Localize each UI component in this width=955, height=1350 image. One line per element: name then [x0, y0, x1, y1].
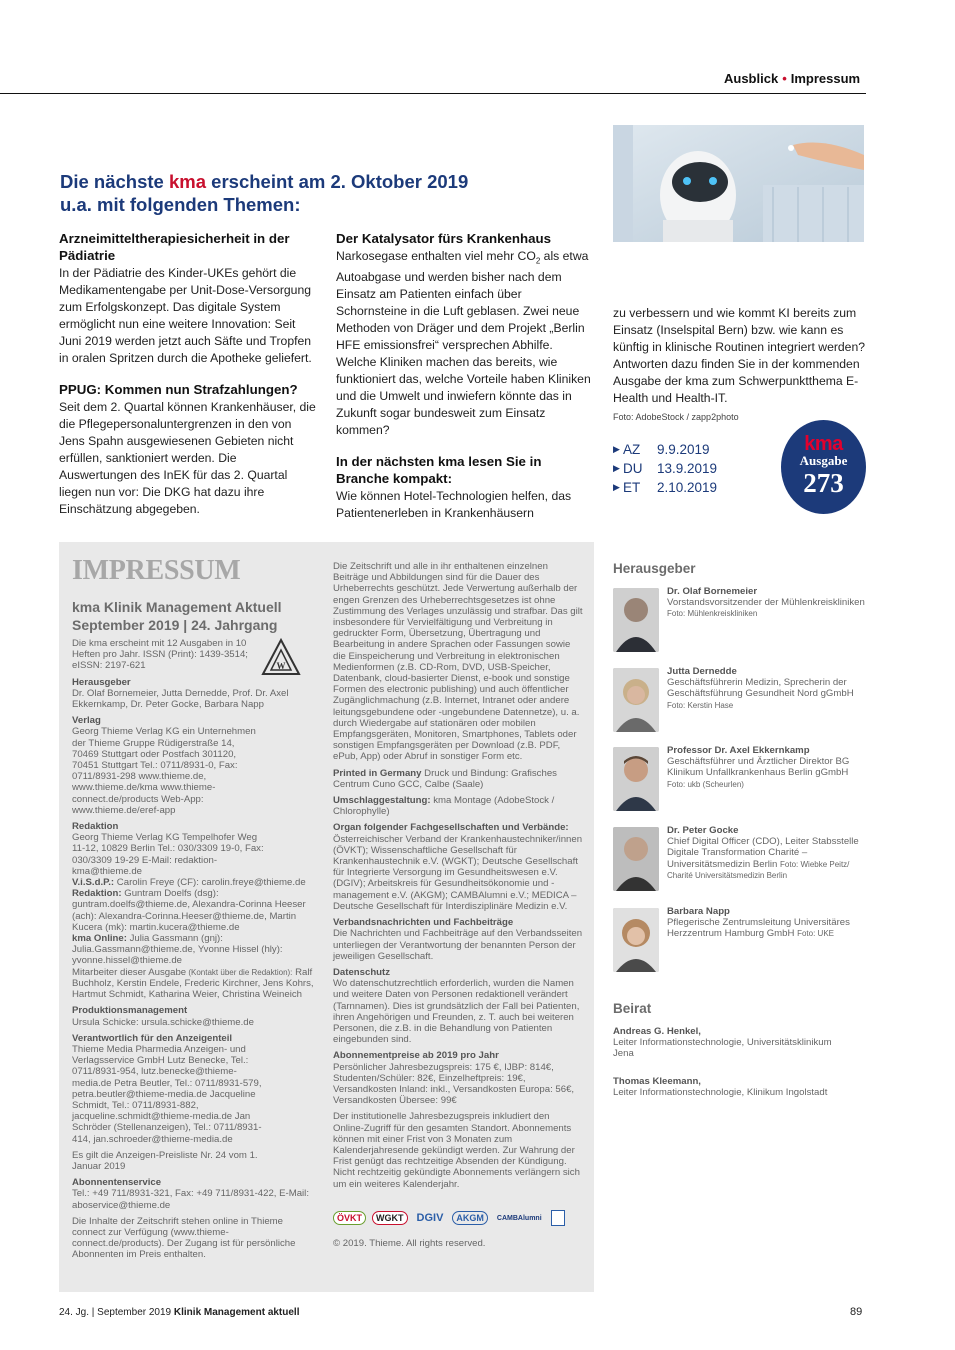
- impressum-heading: Produktionsmanagement: [72, 1005, 188, 1017]
- date-code: ET: [623, 480, 641, 495]
- impressum-subtitle: [72, 598, 322, 634]
- avatar: [613, 588, 659, 652]
- label: Umschlaggestaltung:: [333, 795, 431, 807]
- person-name: Dr. Olaf Bornemeier: [667, 586, 758, 597]
- impressum-text: Tel.: +49 711/8931-321, Fax: +49 711/8931-422, E-Mail: aboservice@thieme.de: [72, 1188, 309, 1211]
- impressum-text: Georg Thieme Verlag KG ein Unternehmen der Thieme Gruppe Rüdigerstraße 14, 70469 Stuttgart oder Postfach 301120, 70451 Stuttgart Tel.: 0711/8931-0, Fax: 0711/8931-298 www.thieme.de, www.thieme.de/kma www.thieme-connect.de/products Web-App: www.thieme.de/eref-app: [72, 726, 256, 816]
- impressum-intro: Die kma erscheint mit 12 Ausgaben in 10 Heften pro Jahr. ISSN (Print): 1439-3514; eISSN: 2197-621: [72, 638, 248, 672]
- impressum-heading: Redaktion: [72, 821, 119, 833]
- impressum-text: Die Nachrichten und Fachbeiträge auf den Verbandsseiten unterliegen der Verantwortung der benannten Person der jeweiligen Gesellschaft.: [333, 928, 583, 962]
- triangle-icon: ▶: [613, 482, 620, 492]
- kma-brand: kma: [169, 171, 207, 192]
- impressum-text: Es gilt die Anzeigen-Preisliste Nr. 24 vom 1. Januar 2019: [72, 1149, 258, 1172]
- date-value: 13.9.2019: [657, 461, 718, 476]
- impressum-text: [72, 933, 317, 967]
- person-role: [667, 836, 867, 881]
- person-role: [667, 917, 867, 939]
- person-info: [667, 825, 867, 881]
- badge-number: 273: [803, 468, 844, 498]
- article-body-part: Narkosegase enthalten viel mehr CO: [336, 249, 536, 263]
- avatar: [613, 668, 659, 732]
- impressum-text: Wo datenschutzrechtlich erforderlich, wurden die Namen und weitere Daten von Personen redaktionell verändert (Tarnnamen). Dies ist grundsätzlich der Fall bei Patienten, ihren Angehörigen und Freunden, z. T. auch bei weiteren Personen, die z.B. in die Behandlung von Patienten eingebunden sind.: [333, 978, 580, 1046]
- footer-issue: 24. Jg. | September 2019: [59, 1307, 172, 1318]
- label: Redaktion:: [72, 888, 122, 900]
- article-column-3: [613, 305, 868, 426]
- impressum-text: [72, 967, 317, 1001]
- value: Ralf Buchholz, Kerstin Endele, Frederic Kirchner, Jens Kohrs, Hartmut Schmidt, Katharina Weier, Christina Weineich: [72, 966, 314, 1001]
- person-role: [667, 597, 867, 619]
- impressum-text: Der institutionelle Jahresbezugspreis inkludiert den Online-Zugriff für den gesamten Standort. Abonnements können mit einer Frist von 3 Monaten zum Kalenderjahresende gekündigt werden. Zur Wahrung der Frist genügt das rechtzeitige Absenden der Kündigung. Nicht rechtzeitig gekündigte Abonnements verlängern sich um ein weiteres Kalenderjahr.: [333, 1111, 580, 1190]
- impressum-text: Persönlicher Jahresbezugspreis: 175 €, IJBP: 814€, Studenten/Schüler: 82€, Einzelheftpreis: 19€, Versandkosten Inland: inkl., Versandkosten Europa: 56€, Versandkosten Übersee: 99€: [333, 1061, 575, 1107]
- article-title: PPUG: Kommen nun Strafzahlungen?: [59, 382, 298, 397]
- impressum-text: Die Zeitschrift und alle in ihr enthaltenen einzelnen Beiträge und Abbildungen sind für die Dauer des Urheberrechts geschützt. Jede Verwertung außerhalb der engen Grenzen des Urheberrechtsgesetzes ist ohne Zustimmung des Verlages unzulässig und strafbar. Das gilt insbesondere für Vervielfältigung und Verbreitung in gedruckter Form, Übersetzung, Übertragung und Bearbeitung in andere Sprachen oder Fassungen sowie die Einspeicherung und Verbreitung in elektronischen Medienformen (z.B. CD-Rom, DVD, USB-Speicher, Datenbank, cloud-basierter Dienst, e-book und sonstige Formen des electronic publishing) und auch öffentlicher Zugänglichmachung (z.B. Internet, Intranet oder andere leitungsgebundene oder -ungebundene Datennetze), u. a. durch Wiedergabe auf stationären oder mobilen Empfangsgeräten, Monitoren, Smartphones, Tablets oder sonstigen Empfangsgeräten per Download (z.B. PDF, ePub, App) oder Abruf in sonstiger Form etc.: [333, 561, 583, 763]
- date-code: AZ: [623, 442, 641, 457]
- medica-logo-icon: [551, 1210, 565, 1226]
- person-card: [613, 666, 865, 736]
- subscript: 2: [535, 256, 541, 266]
- impressum-heading: Datenschutz: [333, 966, 391, 978]
- impressum-heading: Organ folgender Fachgesellschaften und Verbände:: [333, 822, 569, 834]
- impressum-text: [333, 795, 583, 817]
- person-card: [613, 586, 865, 656]
- beirat-member: [613, 1026, 843, 1060]
- person-role: [667, 677, 867, 711]
- akgm-logo-icon: AKGM: [452, 1211, 488, 1225]
- person-name: Dr. Peter Gocke: [667, 825, 739, 836]
- section-header: [724, 71, 860, 86]
- role-text: Vorstandsvorsitzender der Mühlenkreiskliniken: [667, 597, 865, 609]
- impressum-text: [72, 877, 317, 888]
- article-body: Seit dem 2. Quartal können Krankenhäuser, die die Pflegepersonaluntergrenzen in den von Jens Spahn ausgewiesenen Gebieten nicht erfüllen, sanktioniert werden. Die Auswertungen des InEK für das 2. Quartal liegen nun vor: Die DKG hat dazu ihre Einschätzung abgegeben.: [59, 400, 316, 516]
- triangle-icon: ▶: [613, 444, 620, 454]
- date-value: 9.9.2019: [657, 442, 710, 457]
- copyright: © 2019. Thieme. All rights reserved.: [333, 1238, 486, 1249]
- footer: [59, 1307, 300, 1318]
- article-body-part: als etwa Autoabgase und werden bisher nach dem Einsatz am Patienten einfach über Schornsteine in die Luft geblasen. Zwei neue Methoden von Dräger und dem Projekt „Berlin HFE emissionsfrei“ versprechen Abhilfe. Welche Kliniken machen das bereits, wie funktioniert das, welche Vorteile haben Kliniken und die Umwelt und inwiefern könnte das in Zukunft sogar bundesweit zum Einsatz kommen?: [336, 249, 591, 438]
- person-name: Jutta Dernedde: [667, 666, 737, 677]
- impressum-text: Dr. Olaf Bornemeier, Jutta Dernedde, Prof. Dr. Axel Ekkernkamp, Dr. Peter Gocke, Barbara Napp: [72, 687, 289, 711]
- badge-label: Ausgabe: [799, 453, 848, 468]
- article-body: zu verbessern und wie kommt KI bereits zum Einsatz (Inselspital Bern) bzw. wie kann es künftig in klinische Routinen integriert werden? Antworten dazu finden Sie in der kommenden Ausgabe der kma zum Schwerpunktthema E-Health und Health-IT.: [613, 306, 866, 405]
- member-role: Leiter Informationstechnologie, Klinikum Ingolstadt: [613, 1087, 828, 1099]
- section-label: Ausblick: [724, 71, 779, 86]
- beirat-member: [613, 1076, 843, 1098]
- person-info: [667, 666, 867, 711]
- avatar: [613, 908, 659, 972]
- impressum-text: Ursula Schicke: ursula.schicke@thieme.de: [72, 1016, 254, 1028]
- journal-name: kma Klinik Management Aktuell: [72, 599, 282, 615]
- svg-text:W: W: [276, 661, 286, 671]
- label: Mitarbeiter dieser Ausgabe: [72, 966, 187, 978]
- article-title: Der Katalysator fürs Krankenhaus: [336, 231, 552, 246]
- triangle-icon: ▶: [613, 463, 620, 473]
- impressum-heading: Abonnentenservice: [72, 1177, 162, 1189]
- date-row: [613, 440, 773, 459]
- date-row: [613, 478, 773, 497]
- value: Julia Gassmann (gnj): Julia.Gassmann@thieme.de, Yvonne Hissel (hly): yvonne.hissel@thieme.de: [72, 933, 283, 967]
- value: Guntram Doelfs (dsg): guntram.doelfs@thieme.de, Alexandra-Corinna Heeser (ach): Alexandra-Corinna.Heeser@thieme.de, Martin Kucera (mk): martin.kucera@thieme.de: [72, 888, 306, 933]
- impressum-text: [72, 888, 317, 933]
- header-rule: [0, 93, 866, 94]
- impressum-heading: Verantwortlich für den Anzeigenteil: [72, 1032, 233, 1044]
- article-column-2: [336, 230, 591, 522]
- avatar: [613, 827, 659, 891]
- subsection-label: Impressum: [790, 71, 861, 86]
- note: (Kontakt über die Redaktion):: [186, 967, 293, 977]
- article-column-1: [59, 230, 317, 518]
- dgiv-logo-icon: DGIV: [416, 1212, 444, 1224]
- value: Druck und Bindung: Grafisches Centrum Cuno GCC, Calbe (Saale): [333, 767, 557, 790]
- person-info: [667, 745, 867, 790]
- date-code: DU: [623, 461, 643, 476]
- article-title: In der nächsten kma lesen Sie in Branche kompakt:: [336, 454, 542, 487]
- person-name: Barbara Napp: [667, 906, 730, 917]
- page-headline: [60, 170, 530, 216]
- person-card: [613, 745, 865, 815]
- impressum-text: Georg Thieme Verlag KG Tempelhofer Weg 11-12, 10829 Berlin Tel.: 030/3309 19-0, Fax: 030/3309 19-29 E-Mail: redaktion-kma@thieme.de: [72, 832, 264, 877]
- member-name: Andreas G. Henkel,: [613, 1026, 701, 1037]
- value: Carolin Freye (CF): carolin.freye@thieme.de: [114, 877, 306, 889]
- photo-credit: Foto: AdobeStock / zapp2photo: [613, 412, 739, 422]
- oevkt-logo-icon: ÖVKT: [333, 1211, 366, 1225]
- date-value: 2.10.2019: [657, 480, 718, 495]
- label: V.i.S.d.P.:: [72, 877, 115, 889]
- role-text: Pflegerische Zentrumsleitung Universitäres Herzzentrum Hamburg GmbH: [667, 917, 850, 940]
- impressum-column-2: [333, 561, 583, 1190]
- member-role: Leiter Informationstechnologie, Universitätsklinikum Jena: [613, 1037, 832, 1060]
- photo-credit: Foto: Kerstin Hase: [667, 700, 734, 710]
- issue-info: September 2019 | 24. Jahrgang: [72, 617, 278, 633]
- article-body: Wie können Hotel-Technologien helfen, das Patientenerleben in Krankenhäusern: [336, 489, 572, 521]
- cambalumni-logo-icon: CAMBAlumni: [496, 1214, 542, 1222]
- impressum-text: [333, 768, 583, 790]
- impressum-heading: Verbandsnachrichten und Fachbeiträge: [333, 917, 514, 929]
- association-logos: [333, 1210, 565, 1226]
- impressum-title: IMPRESSUM: [72, 555, 241, 586]
- person-card: [613, 825, 865, 895]
- impressum-heading: Verlag: [72, 715, 101, 727]
- date-row: [613, 459, 773, 478]
- wgkt-logo-icon: WGKT: [372, 1211, 408, 1225]
- label: kma Online:: [72, 933, 127, 945]
- impressum-column-1: [72, 638, 317, 1261]
- footer-journal: Klinik Management aktuell: [173, 1307, 300, 1318]
- headline-text: Die nächste: [60, 171, 169, 192]
- impressum-text: Österreichischer Verband der Krankenhaustechniker/innen (ÖVKT); Wissenschaftliche Gesellschaft für Krankenhaustechnik e.V. (WGKT); Deutsche Gesellschaft für Integrierte Versorgung im Gesundheitswesen e.V. (DGIV); Arbeitskreis für Gesundheitsökonomie und -management e.V. (AKGM); CAMBAlumni e.V.; MEDICA – Deutsche Gesellschaft für Interdisziplinäre Medizin e.V.: [333, 833, 583, 912]
- beirat-title: Beirat: [613, 1001, 652, 1016]
- impressum-heading: Herausgeber: [72, 676, 131, 688]
- headline-line2: u.a. mit folgenden Themen:: [60, 194, 301, 215]
- bullet-icon: •: [782, 71, 787, 86]
- page-number: 89: [850, 1306, 863, 1318]
- photo-credit: Foto: Wiebke Peitz/ Charité Universitätsmedizin Berlin: [667, 859, 850, 880]
- hero-image-robot: [613, 125, 864, 242]
- person-info: [667, 586, 867, 620]
- person-name: Professor Dr. Axel Ekkernkamp: [667, 745, 810, 756]
- value: kma Montage (AdobeStock / Chlorophylle): [333, 795, 555, 818]
- member-name: Thomas Kleemann,: [613, 1076, 701, 1087]
- article-body: In der Pädiatrie des Kinder-UKEs gehört die Medikamentengabe per Unit-Dose-Versorgung zum Erfolgskonzept. Das digitale System ermöglicht nun eine weitere Innovation: Seit Juni 2019 werden jetzt auch Säfte und Tropfen in oralen Spritzen durch die Apotheke geliefert.: [59, 266, 312, 365]
- impressum-text: Die Inhalte der Zeitschrift stehen online in Thieme connect zur Verfügung (www.thieme-connect.de/products). Der Zugang ist für persönliche Abonnenten im Preis enthalten.: [72, 1215, 296, 1261]
- role-text: Geschäftsführerin Medizin, Sprecherin der Geschäftsführung Gesundheit Nord gGmbH: [667, 677, 854, 700]
- impressum-text: Thieme Media Pharmedia Anzeigen- und Verlagsservice GmbH Lutz Benecke, Tel.: 0711/8931-954, lutz.benecke@thieme-media.de Petra Beutler, Tel.: 0711/8931-579, petra.beutler@thieme-media.de Jacqueline Schmidt, Tel.: 0711/8931-882, jacqueline.schmidt@thieme-media.de Jan Schröder (Stellenanzeigen), Tel.: 0711/8931-414, jan.schroeder@thieme-media.de: [72, 1043, 262, 1145]
- article-body: [336, 248, 591, 439]
- article-title: Arzneimitteltherapiesicherheit in der Pädiatrie: [59, 231, 290, 263]
- label: Printed in Germany: [333, 767, 422, 779]
- impressum-heading: Abonnementpreise ab 2019 pro Jahr: [333, 1050, 499, 1062]
- headline-text-2: erscheint am 2. Oktober 2019: [206, 171, 469, 192]
- person-card: [613, 906, 865, 976]
- role-text: Chief Digital Officer (CDO), Leiter Stabsstelle Digitale Transformation Charité – Universitätsmedizin Berlin: [667, 836, 859, 870]
- person-info: [667, 906, 867, 940]
- person-role: [667, 756, 867, 790]
- avatar: [613, 747, 659, 811]
- badge-brand: kma: [804, 433, 843, 455]
- photo-credit: Foto: UKE: [797, 929, 834, 939]
- photo-credit: Foto: Mühlenkreiskliniken: [667, 609, 758, 619]
- herausgeber-title: Herausgeber: [613, 561, 696, 576]
- role-text: Geschäftsführer und Ärztlicher Direktor BG Klinikum Unfallkrankenhaus Berlin gGmbH: [667, 756, 850, 779]
- issue-badge: [781, 420, 866, 514]
- schedule-dates: [613, 440, 773, 497]
- photo-credit: Foto: ukb (Scheurlen): [667, 779, 744, 789]
